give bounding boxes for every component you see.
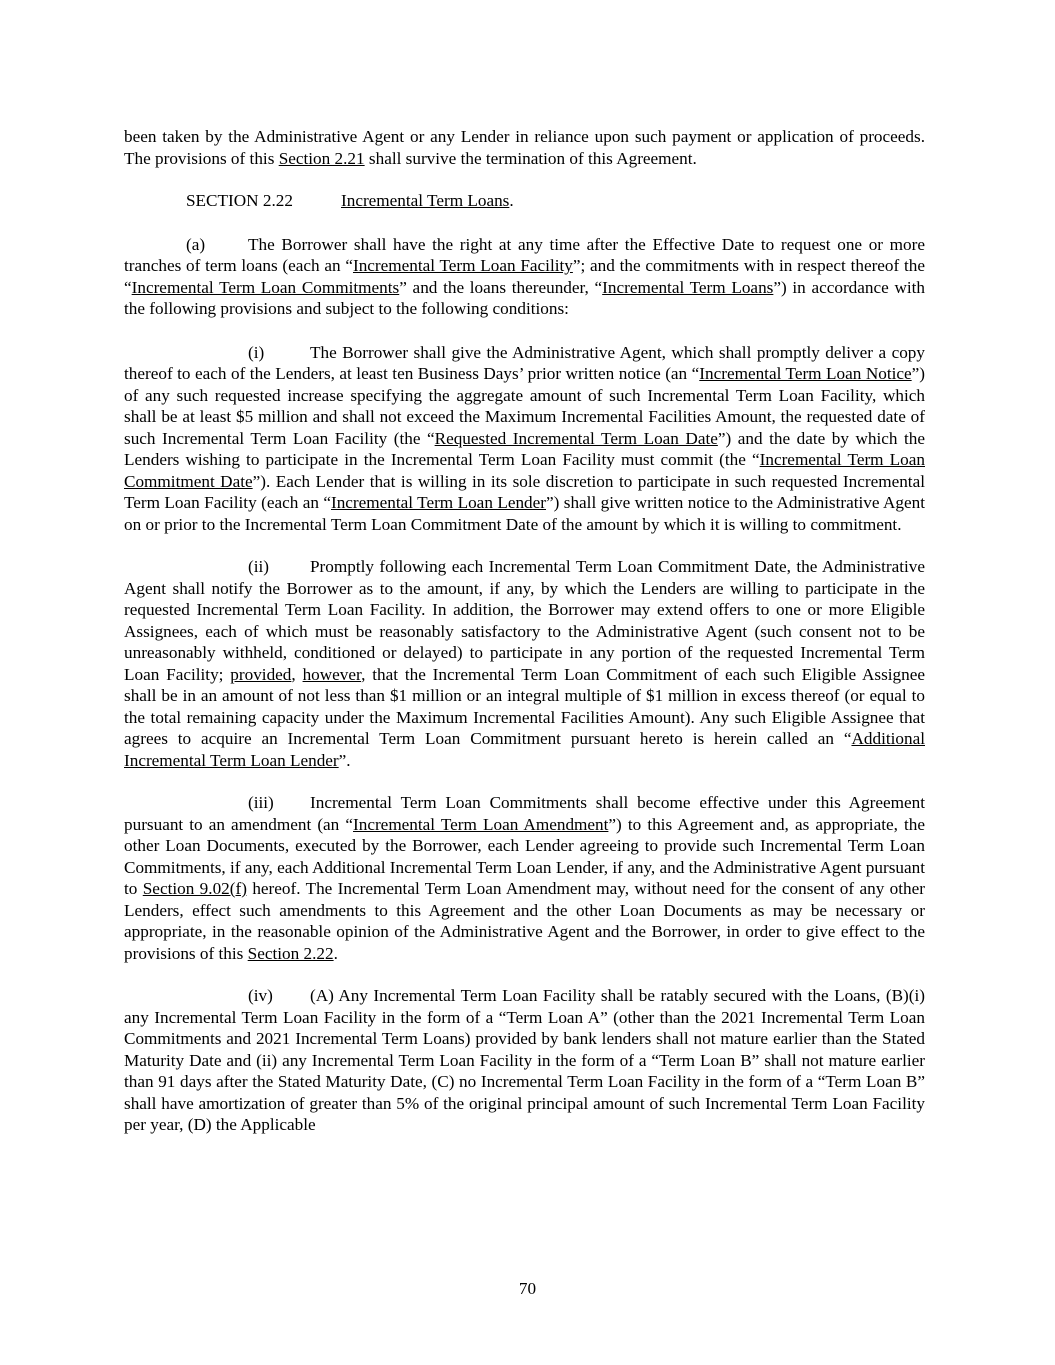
paragraph-label: (iii) [248,793,274,812]
text-run: ”) and the date by which the Lenders wishing to participate in the Incremental Term Loan Facility must commit (the “ [124,428,925,469]
text-run: . [333,943,338,963]
defined-term: however [302,664,362,684]
defined-term: Requested Incremental Term Loan Date [434,428,718,448]
paragraph-a [124,234,925,320]
text-run: hereof. The Incremental Term Loan Amendment may, without need for the consent of any other Lenders, effect such amendments to this Agreement and the other Loan Documents as may be necessary or appropriate, in the reasonable opinion of the Administrative Agent and the Borrower, in order to give effect to the provisions of this [124,879,925,963]
defined-term: Incremental Term Loan Facility [352,256,573,275]
section-heading [186,190,925,212]
text-run: shall survive the termination of this Agreement. [364,148,697,168]
text-run: ”) in accordance with the following provisions and subject to the following conditions: [124,277,926,318]
paragraph-i [124,342,925,536]
paragraph-iv [124,985,925,1136]
section-reference: Section 2.22 [247,943,334,963]
text-run: ”). Each Lender that is willing in its sole discretion to participate in such requested Incremental Term Loan Facility (each an “ [124,471,925,512]
section-reference: Section 2.21 [278,148,365,168]
text-run: ”) to this Agreement and, as appropriate, the other Loan Documents, executed by the Borrower, each Lender agreeing to provide such Incremental Term Loan Commitments, if any, each Additional Incremental Term Loan Lender, if any, and the Administrative Agent pursuant to [124,814,925,898]
defined-term: Incremental Term Loan Commitment Date [124,450,925,491]
defined-term: Incremental Term Loan Lender [330,493,546,512]
document-page [124,126,925,1157]
text-run: been taken by the Administrative Agent or any Lender in reliance upon such payment or application of proceeds. The provisions of this [124,127,925,168]
text-run: (A) Any Incremental Term Loan Facility shall be ratably secured with the Loans, (B)(i) any Incremental Term Loan Facility in the form of a “Term Loan A” (other than the 2021 Incremental Term Loan Commitments and 2021 Incremental Term Loans) provided by bank lenders shall not mature earlier than the Stated Maturity Date and (ii) any Incremental Term Loan Facility in the form of a “Term Loan B” shall not mature earlier than 91 days after the Stated Maturity Date, (C) no Incremental Term Loan Facility in the form of a “Term Loan B” shall have amortization of greater than 5% of the original principal amount of such Incremental Term Loan Facility per year, (D) the Applicable [124,986,925,1134]
section-number: SECTION 2.22 [186,191,293,210]
text-run: Incremental Term Loan Commitments shall become effective under this Agreement pursuant to an amendment (an “ [124,793,925,834]
text-run: ” and the loans thereunder, “ [399,277,603,297]
defined-term: Incremental Term Loan Commitments [131,277,400,297]
section-title: Incremental Term Loans [341,191,510,210]
paragraph-iii [124,792,925,964]
paragraph-label: (i) [248,342,265,362]
defined-term: provided [230,664,292,684]
text-run: . [509,191,514,210]
page-number: 70 [518,1279,537,1298]
section-reference: Section 9.02(f) [142,879,247,898]
paragraph-label: (ii) [248,557,269,576]
text-run: , that the Incremental Term Loan Commitment of each such Eligible Assignee shall be in an amount of not less than $1 million or an integral multiple of $1 million in excess thereof (or equal to the total remaining capacity under the Maximum Incremental Facilities Amount). Any such Eligible Assignee that agrees to acquire an Incremental Term Loan Commitment pursuant hereto is herein called an “ [124,664,926,748]
text-run: Promptly following each Incremental Term Loan Commitment Date, the Administrative Agent shall notify the Borrower as to the amount, if any, by which the Lenders are willing to participate in the requested Incremental Term Loan Facility. In addition, the Borrower may extend offers to one or more Eligible Assignees, each of which must be reasonably satisfactory to the Administrative Agent (such consent not to be unreasonably withheld, conditioned or delayed) to participate in any portion of the requested Incremental Term Loan Facility; [124,557,925,684]
defined-term: Additional Incremental Term Loan Lender [124,729,925,770]
text-run: ”) shall give written notice to the Administrative Agent on or prior to the Incremental Term Loan Commitment Date of the amount by which it is willing to commitment. [124,493,925,534]
carryover-paragraph [124,126,925,169]
text-run: ”. [338,750,351,770]
text-run: The Borrower shall have the right at any time after the Effective Date to request one or more tranches of term loans (each an “ [124,234,925,275]
text-run: ”; and the commitments with in respect thereof the “ [124,256,925,297]
defined-term: Incremental Term Loan Notice [699,364,912,383]
text-run: ”) of any such requested increase specifying the aggregate amount of such Incremental Term Loan Facility, which shall be at least $5 million and shall not exceed the Maximum Incremental Facilities Amount, the requested date of such Incremental Term Loan Facility (the “ [124,364,926,448]
paragraph-label: (a) [186,234,206,254]
text-run: , [291,664,303,684]
paragraph-ii [124,556,925,771]
text-run: The Borrower shall give the Administrative Agent, which shall promptly deliver a copy thereof to each of the Lenders, at least ten Business Days’ prior written notice (an “ [124,342,925,383]
paragraph-label: (iv) [248,986,273,1005]
defined-term: Incremental Term Loan Amendment [353,814,609,834]
defined-term: Incremental Term Loans [602,277,774,297]
